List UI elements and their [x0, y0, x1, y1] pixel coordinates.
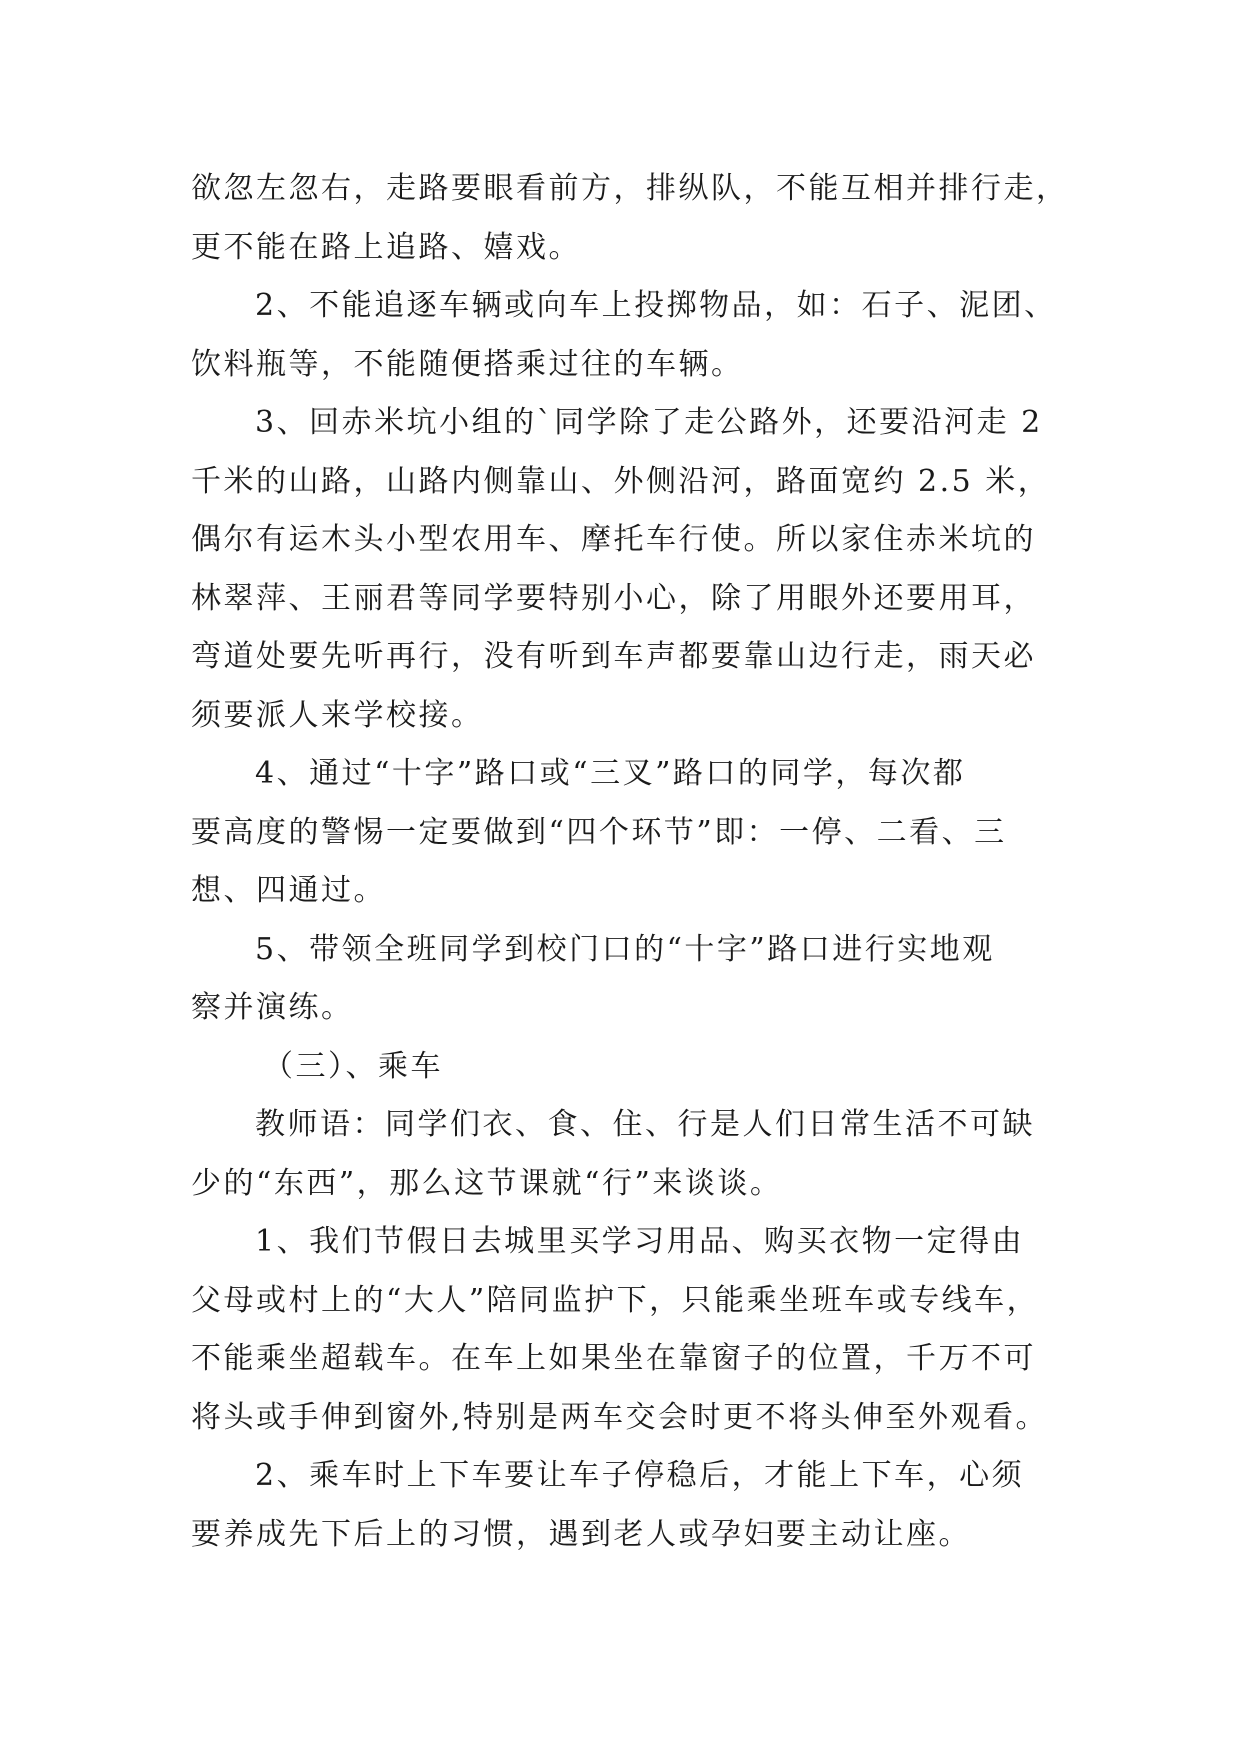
text-line: 少的“东西”，那么这节课就“行”来谈谈。 — [191, 1165, 783, 1201]
section-heading-riding — [191, 1038, 1071, 1097]
text-line: 饮料瓶等，不能随便搭乘过往的车辆。 — [191, 346, 744, 382]
text-line: 须要派人来学校接。 — [191, 697, 484, 733]
text-line: 不能乘坐超载车。在车上如果坐在靠窗子的位置，千万不可 — [191, 1341, 1036, 1376]
text-line: 千米的山路，山路内侧靠山、外侧沿河，路面宽约 2.5 米， — [191, 463, 1051, 499]
text-line: 更不能在路上追路、嬉戏。 — [191, 229, 581, 265]
text-line: 想、四通过。 — [191, 873, 386, 908]
text-line: 将头或手伸到窗外,特别是两车交会时更不将头伸至外观看。 — [191, 1399, 1049, 1435]
text-line: 3、回赤米坑小组的`同学除了走公路外，还要沿河走 2 — [255, 405, 1043, 440]
text-line: 欲忽左忽右，走路要眼看前方，排纵队，不能互相并排行走， — [191, 171, 1069, 206]
paragraph-rule-2 — [191, 277, 1071, 394]
text-line: 父母或村上的“大人”陪同监护下，只能乘坐班车或专线车， — [191, 1282, 1040, 1318]
document-body — [191, 160, 1071, 1564]
text-line: 要养成先下后上的习惯，遇到老人或孕妇要主动让座。 — [191, 1516, 971, 1552]
paragraph-walking-rule-continuation — [191, 160, 1071, 277]
paragraph-rule-4 — [191, 745, 1071, 921]
paragraph-rule-5 — [191, 921, 1071, 1038]
text-line: 1、我们节假日去城里买学习用品、购买衣物一定得由 — [255, 1224, 1025, 1259]
paragraph-riding-rule-1 — [191, 1213, 1071, 1447]
paragraph-teacher-intro — [191, 1096, 1071, 1213]
text-line: 林翠萍、王丽君等同学要特别小心，除了用眼外还要用耳， — [191, 580, 1036, 616]
text-line: 5、带领全班同学到校门口的“十字”路口进行实地观 — [255, 931, 995, 967]
text-line: 教师语：同学们衣、食、住、行是人们日常生活不可缺 — [255, 1107, 1035, 1142]
text-line: 弯道处要先听再行，没有听到车声都要靠山边行走，雨天必 — [191, 639, 1036, 674]
text-line: 要高度的警惕一定要做到“四个环节”即：一停、二看、三 — [191, 814, 1007, 850]
text-line: 2、乘车时上下车要让车子停稳后，才能上下车，心须 — [255, 1458, 1025, 1493]
section-heading-text: （三）、乘车 — [263, 1048, 443, 1084]
paragraph-riding-rule-2 — [191, 1447, 1071, 1564]
text-line: 2、不能追逐车辆或向车上投掷物品，如：石子、泥团、 — [255, 288, 1057, 323]
paragraph-rule-3 — [191, 394, 1071, 745]
text-line: 4、通过“十字”路口或“三叉”路口的同学，每次都 — [255, 756, 966, 791]
text-line: 察并演练。 — [191, 990, 354, 1025]
text-line: 偶尔有运木头小型农用车、摩托车行使。所以家住赤米坑的 — [191, 522, 1036, 557]
